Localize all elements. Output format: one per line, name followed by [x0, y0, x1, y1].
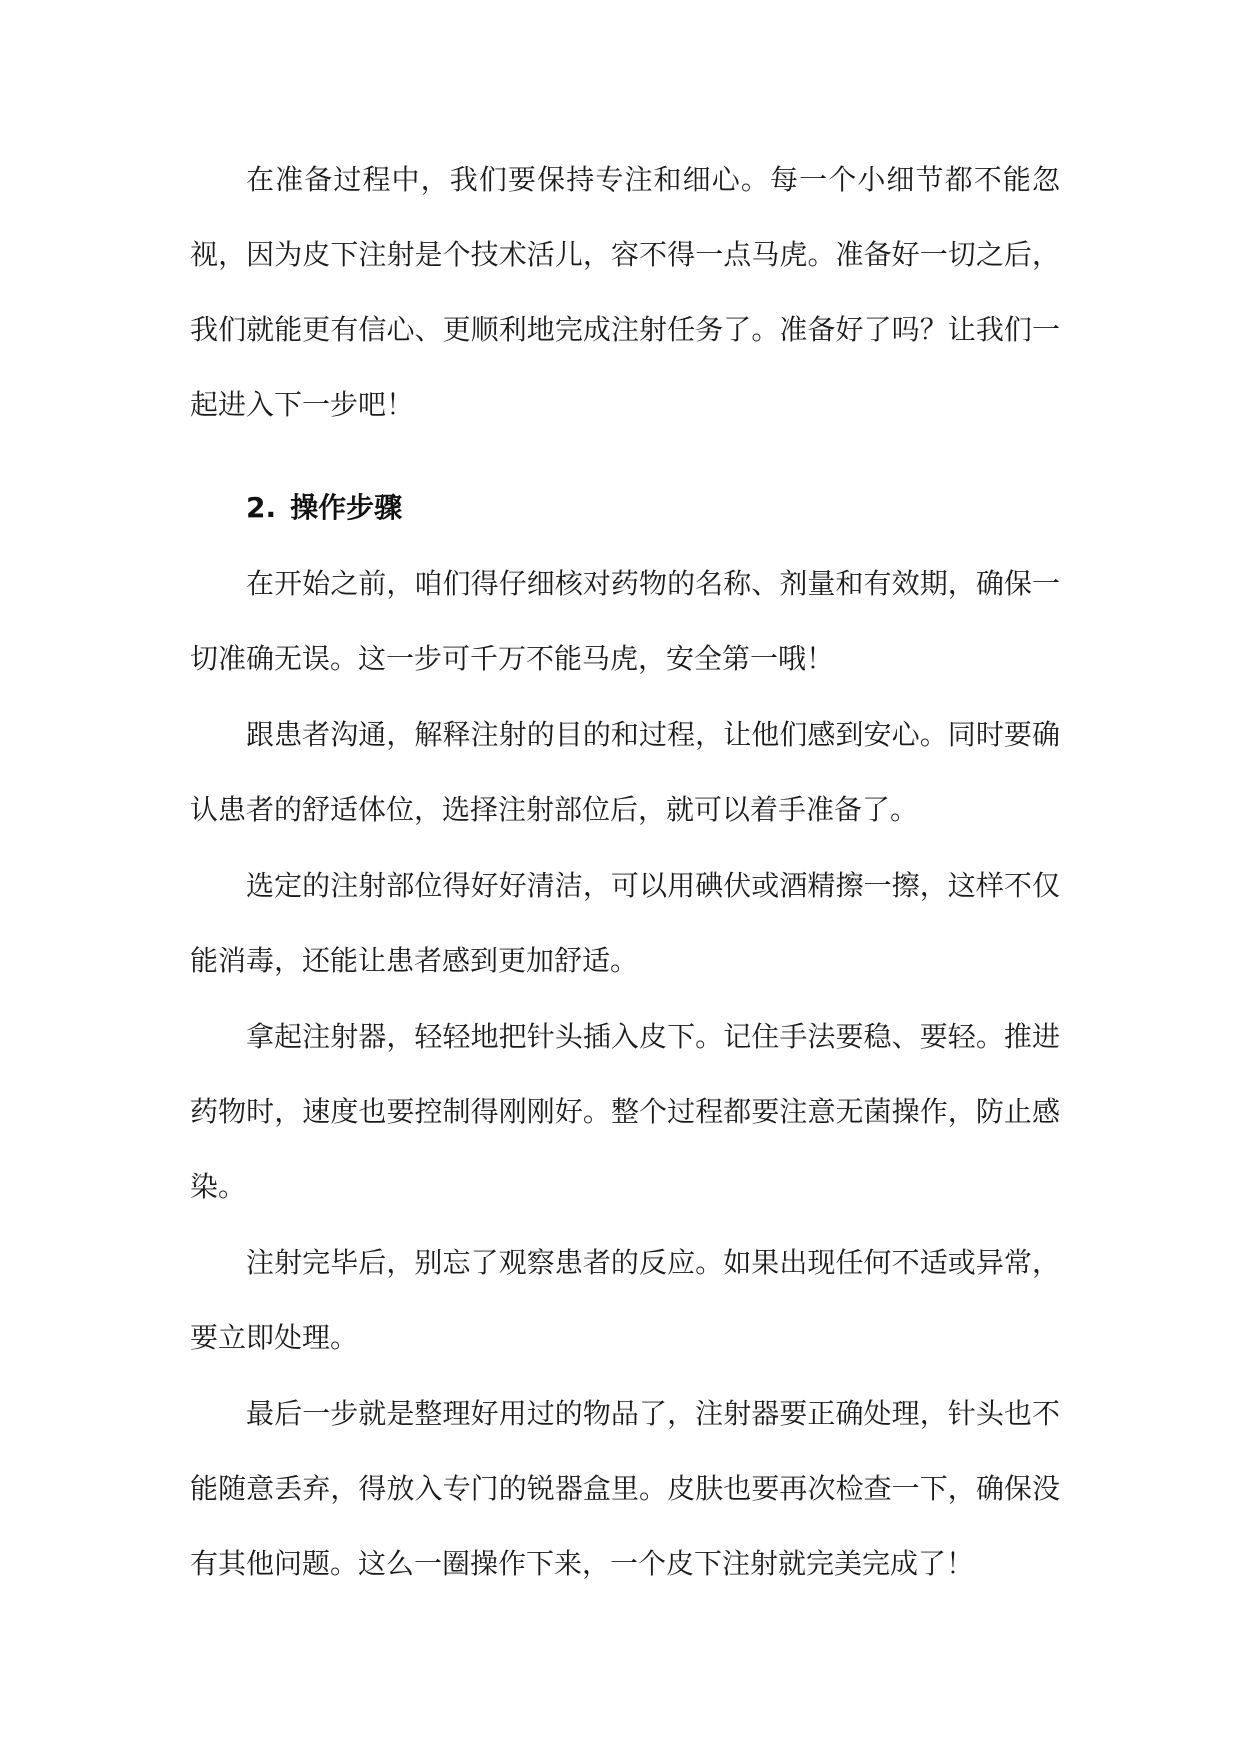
section-heading: [246, 470, 402, 545]
paragraph-site-cleaning: 选定的注射部位得好好清洁，可以用碘伏或酒精擦一擦，这样不仅能消毒，还能让患者感到更加舒适。: [190, 869, 1060, 977]
paragraph-observation: 注射完毕后，别忘了观察患者的反应。如果出现任何不适或异常，要立即处理。: [190, 1246, 1060, 1354]
paragraph-patient-communication: 跟患者沟通，解释注射的目的和过程，让他们感到安心。同时要确认患者的舒适体位，选择注射部位后，就可以着手准备了。: [190, 718, 1060, 826]
paragraph-preparation-summary: 在准备过程中，我们要保持专注和细心。每一个小细节都不能忽视，因为皮下注射是个技术活儿，容不得一点马虎。准备好一切之后，我们就能更有信心、更顺利地完成注射任务了。准备好了吗？让我们一起进入下一步吧！: [190, 163, 1060, 421]
paragraph-injection: 拿起注射器，轻轻地把针头插入皮下。记住手法要稳、要轻。推进药物时，速度也要控制得刚刚好。整个过程都要注意无菌操作，防止感染。: [190, 1020, 1060, 1203]
section-number: 2.: [246, 491, 277, 524]
section-title: 操作步骤: [290, 491, 403, 524]
paragraph-cleanup: 最后一步就是整理好用过的物品了，注射器要正确处理，针头也不能随意丢弃，得放入专门的锐器盒里。皮肤也要再次检查一下，确保没有其他问题。这么一圈操作下来，一个皮下注射就完美完成了！: [190, 1397, 1060, 1580]
paragraph-check-medication: 在开始之前，咱们得仔细核对药物的名称、剂量和有效期，确保一切准确无误。这一步可千万不能马虎，安全第一哦！: [190, 567, 1060, 675]
